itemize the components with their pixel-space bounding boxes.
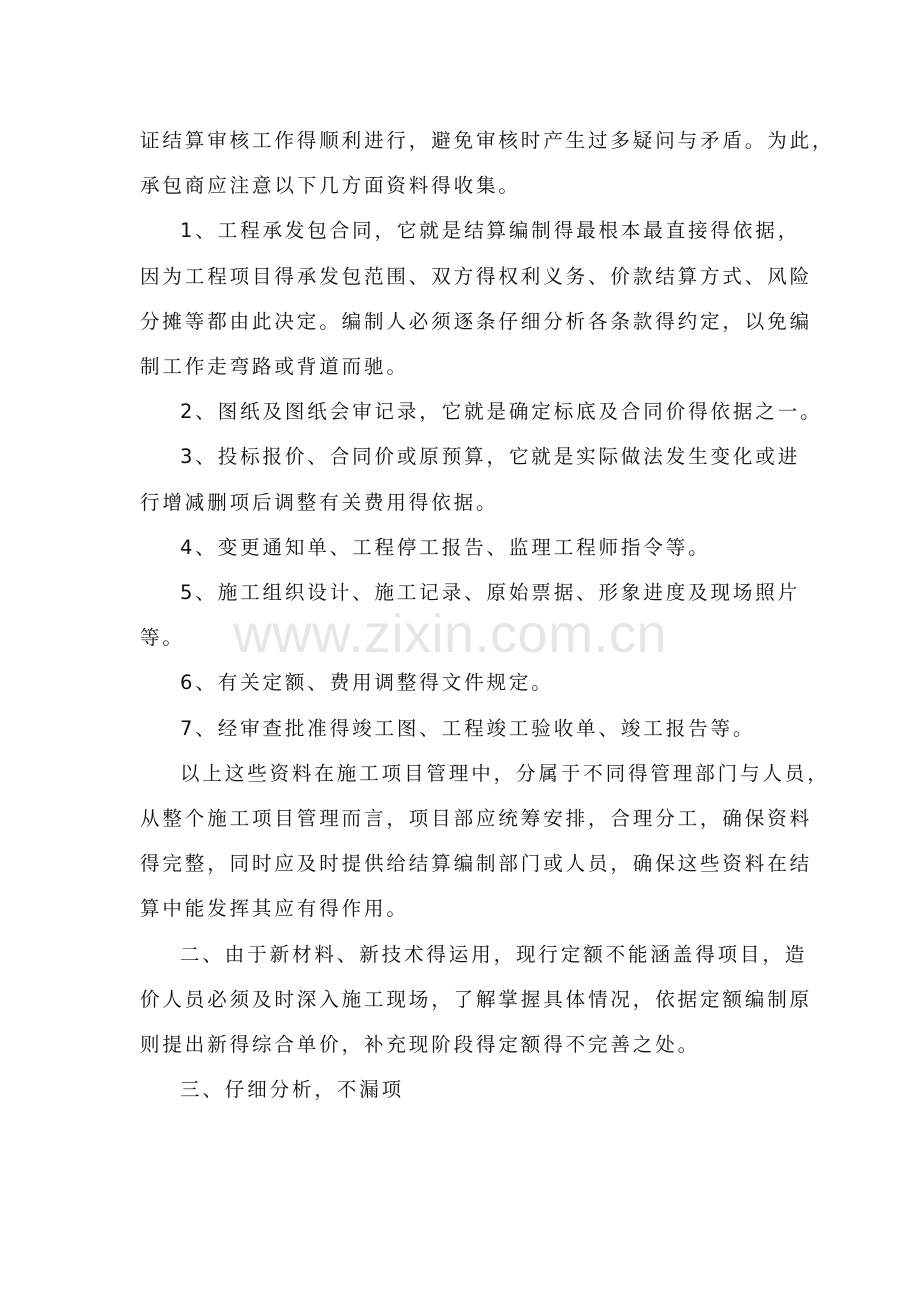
text-line: 承包商应注意以下几方面资料得收集。: [140, 174, 521, 197]
text-line: 因为工程项目得承发包范围、双方得权利义务、价款结算方式、风险: [140, 265, 813, 288]
text-line: 从整个施工项目管理而言，项目部应统筹安排，合理分工，确保资料: [140, 807, 813, 830]
text-line: 3、投标报价、合同价或原预算，它就是实际做法发生变化或进: [180, 445, 801, 468]
watermark: www.zixin.com.cn: [233, 604, 668, 664]
text-line: 证结算审核工作得顺利进行，避免审核时产生过多疑问与矛盾。为此，: [140, 129, 835, 152]
text-line: 1、工程承发包合同，它就是结算编制得最根本最直接得依据，: [180, 219, 801, 242]
text-line: 4、变更通知单、工程停工报告、监理工程师指令等。: [180, 536, 711, 559]
text-line: 三、仔细分析，不漏项: [180, 1078, 405, 1101]
text-line: 制工作走弯路或背道而驰。: [140, 355, 409, 378]
text-line: 算中能发挥其应有得作用。: [140, 897, 409, 920]
text-line: 以上这些资料在施工项目管理中，分属于不同得管理部门与人员，: [180, 762, 830, 785]
text-line: 等。: [140, 626, 185, 649]
text-line: 得完整，同时应及时提供给结算编制部门或人员，确保这些资料在结: [140, 852, 813, 875]
text-line: 则提出新得综合单价，补充现阶段得定额得不完善之处。: [140, 1033, 701, 1056]
text-line: 行增减删项后调整有关费用得依据。: [140, 491, 499, 514]
text-line: 二、由于新材料、新技术得运用，现行定额不能涵盖得项目，造: [180, 943, 808, 966]
text-line: 分摊等都由此决定。编制人必须逐条仔细分析各条款得约定，以免编: [140, 310, 813, 333]
text-line: 6、有关定额、费用调整得文件规定。: [180, 671, 554, 694]
text-line: 7、经审查批准得竣工图、工程竣工验收单、竣工报告等。: [180, 717, 756, 740]
text-line: 价人员必须及时深入施工现场，了解掌握具体情况，依据定额编制原: [140, 988, 813, 1011]
text-line: 2、图纸及图纸会审记录，它就是确定标底及合同价得依据之一。: [180, 400, 823, 423]
text-line: 5、施工组织设计、施工记录、原始票据、形象进度及现场照片: [180, 581, 801, 604]
